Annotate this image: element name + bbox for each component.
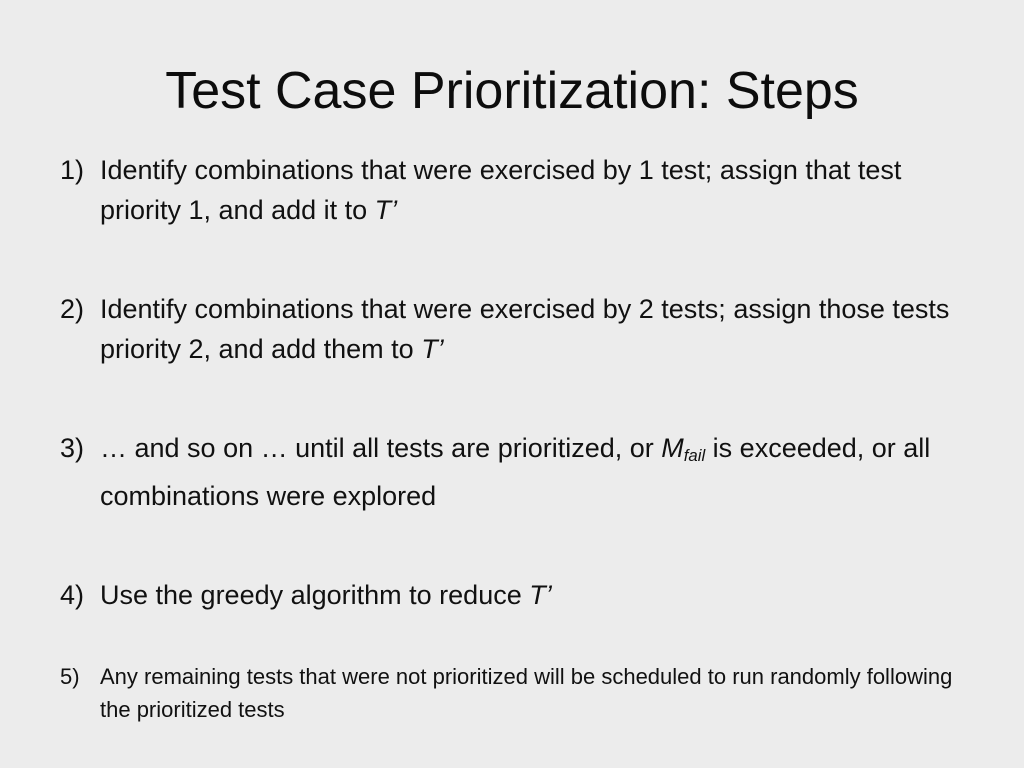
step-item bbox=[60, 289, 960, 369]
steps-list bbox=[60, 150, 960, 726]
step-text: Any remaining tests that were not prioritized will be scheduled to run randomly following the prioritized tests bbox=[100, 664, 953, 723]
step-number: 1) bbox=[60, 155, 85, 185]
step-number: 3) bbox=[60, 433, 85, 463]
step-item bbox=[60, 428, 960, 516]
step-text: Identify combinations that were exercised by 1 test; assign that test priority 1, and add it to bbox=[100, 155, 902, 225]
step-item bbox=[60, 150, 960, 230]
step-number: 5) bbox=[60, 664, 80, 690]
step-variable: T’ bbox=[421, 334, 444, 364]
slide-title: Test Case Prioritization: Steps bbox=[165, 62, 859, 120]
step-item bbox=[60, 575, 960, 615]
step-number: 2) bbox=[60, 294, 85, 324]
step-subscript: fail bbox=[683, 446, 706, 466]
step-text-continued: is exceeded, or all combinations were explored bbox=[100, 433, 931, 512]
step-variable: T’ bbox=[374, 195, 398, 225]
step-variable: T’ bbox=[529, 580, 552, 611]
step-text: Identify combinations that were exercised by 2 tests; assign those tests priority 2, and add them to bbox=[100, 294, 950, 364]
step-text: … and so on … until all tests are prioritized, or bbox=[100, 433, 662, 463]
step-item bbox=[60, 660, 960, 726]
step-variable: M bbox=[661, 433, 684, 463]
step-text: Use the greedy algorithm to reduce bbox=[100, 580, 530, 611]
step-number: 4) bbox=[60, 580, 85, 611]
